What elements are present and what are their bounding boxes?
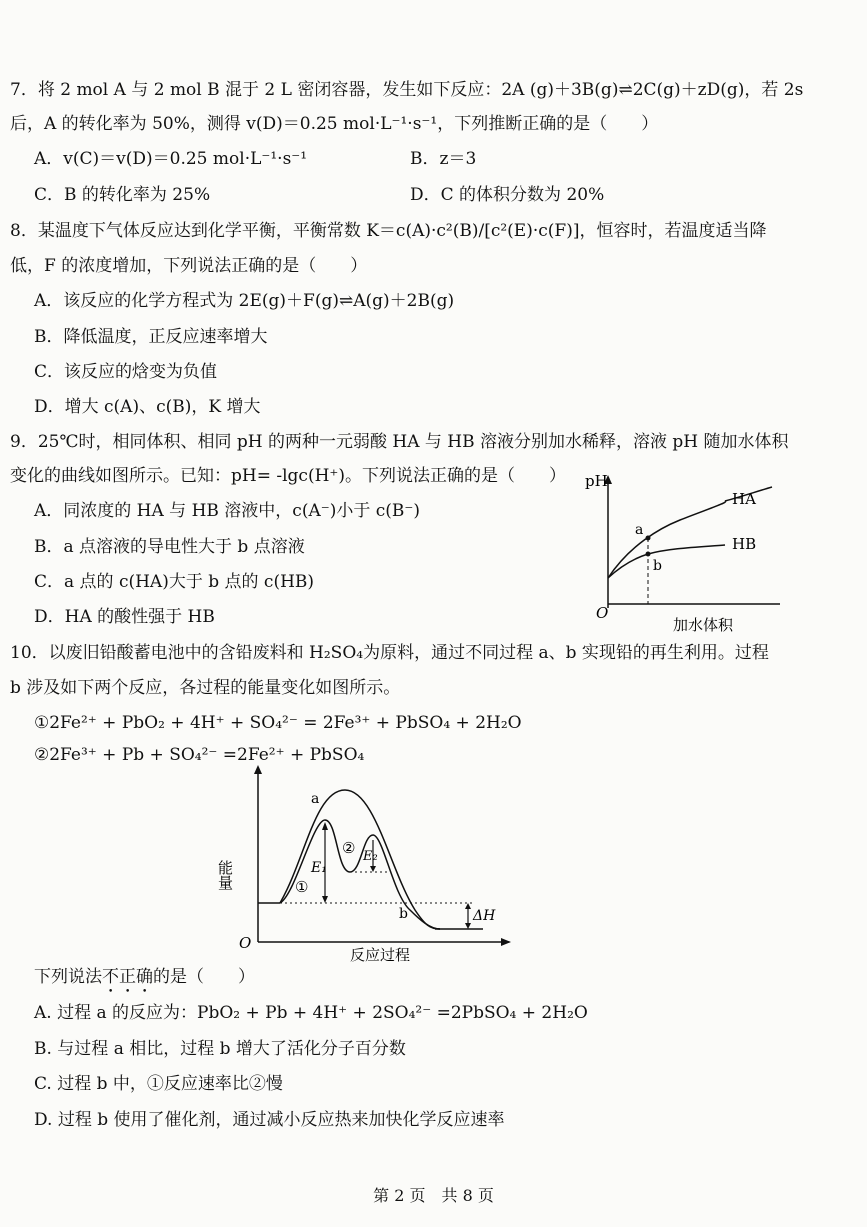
q10-option-b: B. 与过程 a 相比，过程 b 增大了活化分子百分数 (34, 1039, 406, 1059)
q10-dh-arrowhead-top (465, 903, 471, 909)
q7-option-d: D．C 的体积分数为 20% (410, 185, 605, 205)
q10-e1-arrowhead-top (322, 822, 328, 830)
q10-step1-label: ① (295, 878, 309, 896)
q10-curve-b-label: b (399, 906, 408, 922)
q10-option-a: A. 过程 a 的反应为：PbO₂ + Pb + 4H⁺ + 2SO₄²⁻ =2PbSO₄ + 2H₂O (34, 1003, 588, 1023)
q10-dh-label: ΔH (473, 908, 496, 924)
q10-e2-label: E₂ (363, 849, 378, 864)
q8-option-a: A．该反应的化学方程式为 2E(g)＋F(g)⇌A(g)＋2B(g) (34, 291, 455, 311)
q7-stem-line1: 7．将 2 mol A 与 2 mol B 混于 2 L 密闭容器，发生如下反应：2A (g)＋3B(g)⇌2C(g)＋zD(g)，若 2s (10, 80, 804, 100)
q10-y-label: 能量 (216, 860, 234, 890)
q9-option-a: A．同浓度的 HA 与 HB 溶液中，c(A⁻)小于 c(B⁻) (34, 501, 421, 521)
q10-option-c: C. 过程 b 中，①反应速率比②慢 (34, 1074, 283, 1094)
q10-stem-pre: 下列说法 (34, 967, 102, 987)
q9-ph-dilution-graph (580, 470, 790, 635)
q9-curve-hb (608, 545, 725, 578)
q8-stem-line1: 8．某温度下气体反应达到化学平衡，平衡常数 K＝c(A)·c²(B)/[c²(E)·c(F)]，恒容时，若温度适当降 (10, 221, 767, 241)
page-footer: 第 2 页 共 8 页 (373, 1186, 494, 1205)
q9-y-label: pH (585, 472, 608, 490)
q10-x-arrow (501, 938, 511, 946)
q9-origin: O (596, 604, 609, 622)
q10-e2-arrowhead (370, 866, 376, 872)
q9-curve-ha-label: HA (732, 490, 756, 508)
q10-option-d: D. 过程 b 使用了催化剂，通过减小反应热来加快化学反应速率 (34, 1110, 505, 1130)
q9-stem-line1: 9．25℃时，相同体积、相同 pH 的两种一元弱酸 HA 与 HB 溶液分别加水稀释，溶液 pH 随加水体积 (10, 432, 789, 452)
q10-stem-emphasis: 不正确 (102, 967, 153, 987)
q9-option-c: C．a 点的 c(HA)大于 b 点的 c(HB) (34, 572, 315, 592)
q7-option-b: B．z＝3 (410, 149, 477, 169)
q10-curve-a-label: a (311, 791, 320, 807)
q10-step2-label: ② (342, 839, 356, 857)
q10-y-arrow (254, 765, 262, 774)
q9-curve-hb-label: HB (732, 535, 757, 553)
q7-option-a: A．v(C)＝v(D)＝0.25 mol·L⁻¹·s⁻¹ (34, 149, 308, 169)
q10-x-label: 反应过程 (350, 946, 411, 964)
q8-option-d: D．增大 c(A)、c(B)，K 增大 (34, 397, 261, 417)
q10-e1-arrowhead-bottom (322, 896, 328, 903)
q7-option-c: C．B 的转化率为 25% (34, 185, 211, 205)
q8-option-b: B．降低温度，正反应速率增大 (34, 327, 268, 347)
q9-point-a-label: a (635, 522, 644, 538)
q8-stem-line2: 低，F 的浓度增加，下列说法正确的是（ ） (10, 256, 368, 276)
q10-stem-line2: b 涉及如下两个反应，各过程的能量变化如图所示。 (10, 678, 401, 698)
q10-question-stem (34, 966, 255, 997)
q9-point-b-label: b (653, 558, 662, 574)
q10-equation-1: ①2Fe²⁺ + PbO₂ + 4H⁺ + SO₄²⁻ = 2Fe³⁺ + PbSO₄ + 2H₂O (34, 713, 522, 733)
q7-stem-line2: 后，A 的转化率为 50%，测得 v(D)＝0.25 mol·L⁻¹·s⁻¹，下列推断正确的是（ ） (10, 114, 659, 134)
q9-option-b: B．a 点溶液的导电性大于 b 点溶液 (34, 537, 305, 557)
q9-x-label: 加水体积 (673, 616, 734, 634)
q10-energy-diagram (216, 760, 525, 965)
q10-e1-label: E₁ (311, 860, 327, 876)
q9-option-d: D．HA 的酸性强于 HB (34, 607, 215, 627)
q9-stem-line2: 变化的曲线如图所示。已知：pH= -lgc(H⁺)。下列说法正确的是（ ） (10, 466, 567, 486)
q10-origin: O (239, 934, 252, 952)
q8-option-c: C．该反应的焓变为负值 (34, 362, 218, 382)
q10-stem-post: 的是（ ） (153, 967, 255, 987)
q10-dh-arrowhead-bottom (465, 923, 471, 929)
q10-equation-2: ②2Fe³⁺ + Pb + SO₄²⁻ =2Fe²⁺ + PbSO₄ (34, 745, 365, 765)
q10-stem-line1: 10．以废旧铅酸蓄电池中的含铅废料和 H₂SO₄为原料，通过不同过程 a、b 实现铅的再生利用。过程 (10, 643, 769, 663)
